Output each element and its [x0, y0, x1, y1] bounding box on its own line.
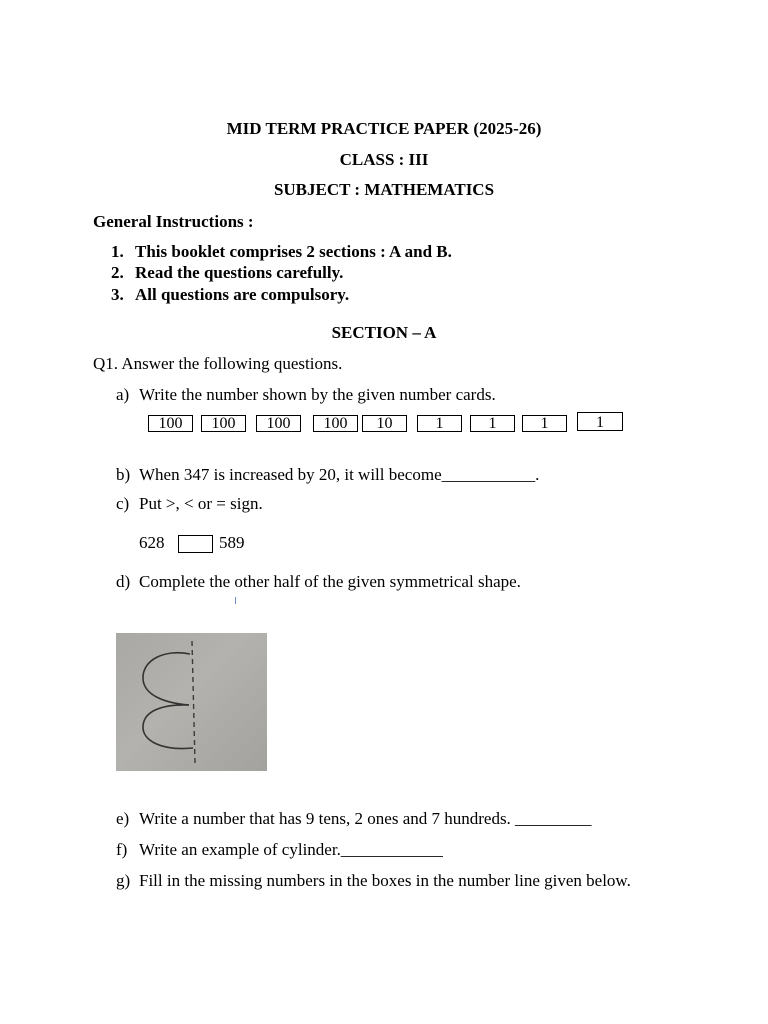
question-1: Q1. Answer the following questions. — [93, 354, 343, 373]
instruction-number: 3. — [111, 285, 124, 304]
question-label-b: b) — [116, 465, 131, 484]
text-cursor-mark — [235, 597, 236, 604]
question-c-text: Put >, < or = sign. — [139, 494, 263, 513]
question-b-text: When 347 is increased by 20, it will become___________. — [139, 465, 540, 484]
instruction-number: 1. — [111, 242, 124, 261]
question-e-text: Write a number that has 9 tens, 2 ones and 7 hundreds. _________ — [139, 809, 592, 828]
number-card: 100 — [148, 415, 193, 432]
instruction-text: This booklet comprises 2 sections : A and B. — [135, 242, 452, 261]
comparison-sign-box[interactable] — [178, 535, 213, 553]
subject-line: SUBJECT : MATHEMATICS — [273, 180, 495, 199]
number-card: 100 — [256, 415, 301, 432]
number-card: 1 — [577, 412, 623, 431]
number-card: 100 — [201, 415, 246, 432]
number-card: 1 — [470, 415, 515, 432]
instruction-text: All questions are compulsory. — [135, 285, 350, 304]
question-label-f: f) — [116, 840, 128, 859]
paper-title: MID TERM PRACTICE PAPER (2025-26) — [226, 119, 542, 138]
line-of-symmetry — [192, 641, 195, 763]
question-label-a: a) — [116, 385, 130, 404]
class-line: CLASS : III — [339, 150, 429, 169]
number-card: 1 — [417, 415, 462, 432]
number-card: 100 — [313, 415, 358, 432]
half-shape-drawing — [116, 633, 267, 771]
instruction-text: Read the questions carefully. — [135, 263, 344, 282]
symmetry-shape-photo — [116, 633, 267, 771]
instruction-number: 2. — [111, 263, 124, 282]
upper-curve — [143, 653, 190, 705]
question-label-g: g) — [116, 871, 131, 890]
instructions-heading: General Instructions : — [93, 212, 254, 231]
lower-curve — [143, 705, 193, 749]
compare-right-number: 589 — [219, 533, 245, 552]
question-label-d: d) — [116, 572, 131, 591]
question-g-text: Fill in the missing numbers in the boxes in the number line given below. — [139, 871, 631, 890]
question-f-text: Write an example of cylinder.____________ — [139, 840, 443, 859]
number-card: 1 — [522, 415, 567, 432]
question-label-c: c) — [116, 494, 130, 513]
question-d-text: Complete the other half of the given symmetrical shape. — [139, 572, 521, 591]
compare-left-number: 628 — [139, 533, 165, 552]
question-a-text: Write the number shown by the given number cards. — [139, 385, 496, 404]
question-label-e: e) — [116, 809, 130, 828]
number-card: 10 — [362, 415, 407, 432]
section-a-title: SECTION – A — [331, 323, 437, 342]
